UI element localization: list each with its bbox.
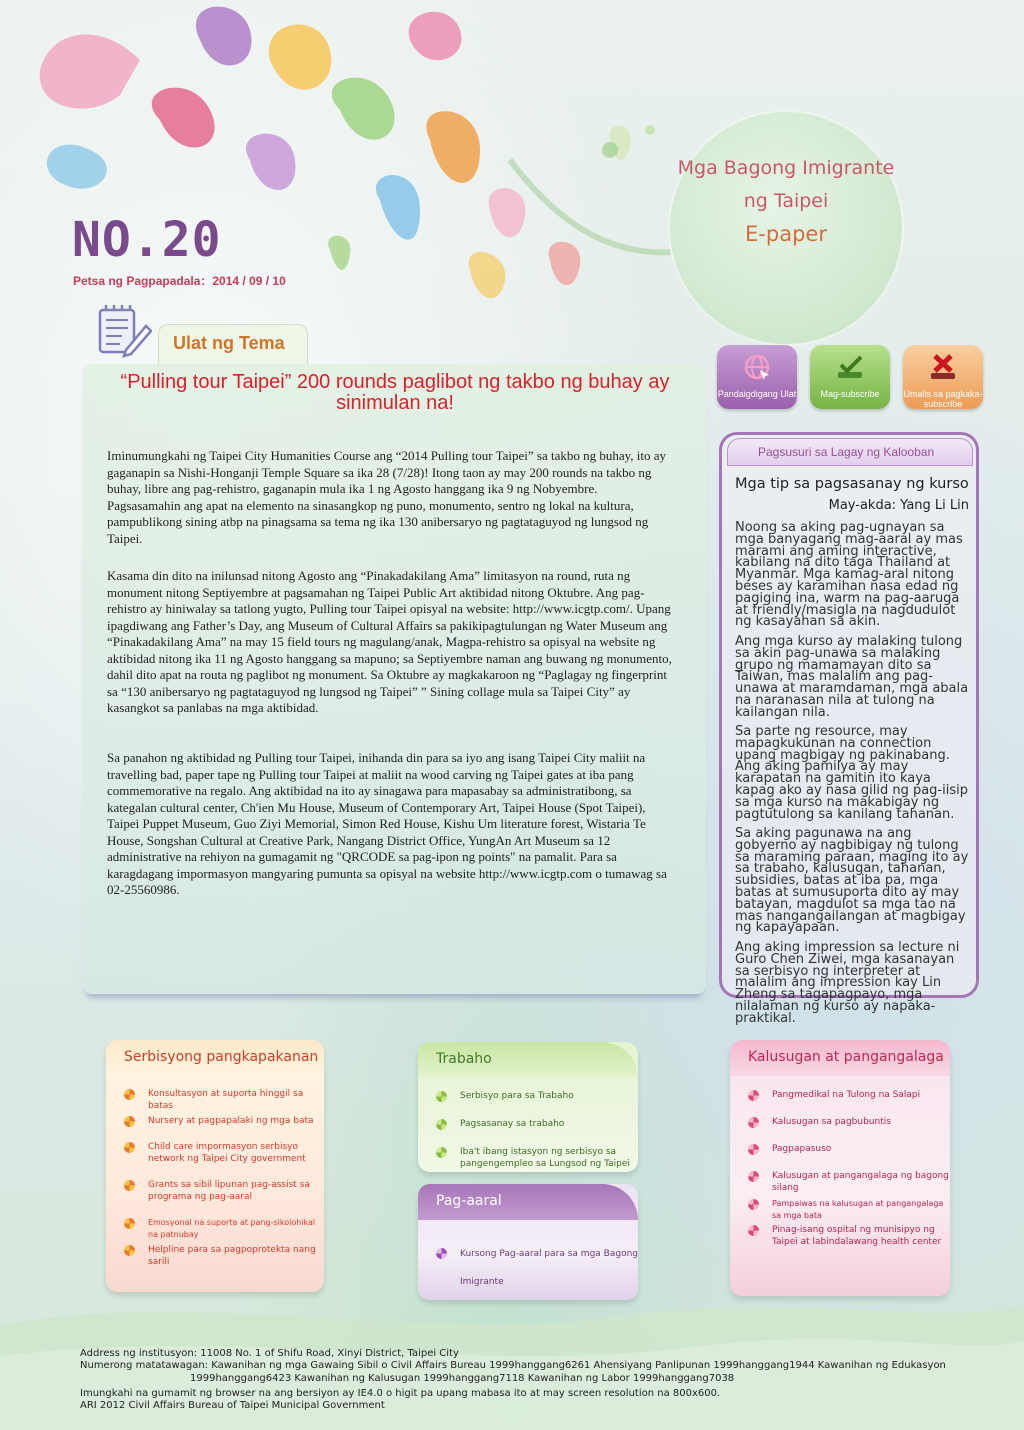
bullet-icon xyxy=(124,1142,135,1153)
tab-pagsusuri[interactable]: Pagsusuri sa Lagay ng Kalooban xyxy=(727,438,973,466)
unsubscribe-label: Umalis sa pagkaka-subscribe xyxy=(903,389,983,409)
bullet-icon xyxy=(748,1090,759,1101)
unsubscribe-button[interactable] xyxy=(903,345,983,409)
list-item[interactable]: Kursong Pag-aaral para sa mga Bagong Imigrante xyxy=(436,1240,638,1296)
health-care-title: Kalusugan at pangangalaga xyxy=(730,1040,950,1076)
list-item[interactable]: Pagsasanay sa trabaho xyxy=(436,1118,564,1130)
epaper-title-line3: E-paper xyxy=(745,222,827,246)
bullet-icon xyxy=(436,1091,447,1102)
list-item[interactable]: Emosyonal na suporta at pang-sikolohikal na patnubay xyxy=(124,1217,324,1241)
bullet-icon xyxy=(748,1117,759,1128)
epaper-title-line2: ng Taipei xyxy=(743,190,829,212)
sidebar-paragraph-2: Ang mga kurso ay malaking tulong sa akin pag-unawa sa malaking grupo ng mamamayan dito sa Taiwan, mas malalim ang pag-unawa at maramdaman, mga abala na naranasan nila at tulong na kailangan nila. xyxy=(735,634,969,720)
list-item[interactable]: Nursery at pagpapalaki ng mga bata xyxy=(124,1115,314,1127)
list-item[interactable]: Pinag-isang ospital ng munisipyo ng Taipei at labindalawang health center xyxy=(748,1224,950,1248)
publication-date: Petsa ng Pagpapadala：2014 / 09 / 10 xyxy=(73,274,286,288)
sidebar-article-title: Mga tip sa pagsasanay ng kurso xyxy=(735,476,969,492)
bullet-icon xyxy=(436,1147,447,1158)
tab-ulat-ng-tema[interactable]: Ulat ng Tema xyxy=(158,324,308,366)
decorative-splash-graphic xyxy=(10,0,690,340)
subscribe-button[interactable] xyxy=(810,345,890,409)
list-item[interactable]: Kalusugan sa pagbubuntis xyxy=(748,1116,891,1128)
welfare-services-title: Serbisyong pangkapakanan xyxy=(106,1040,324,1076)
education-title: Pag-aaral xyxy=(418,1184,638,1220)
notepad-pencil-icon xyxy=(96,302,152,358)
welfare-services-box xyxy=(106,1040,324,1292)
list-item[interactable]: Grants sa sibil lipunan pag-assist sa programa ng pag-aaral xyxy=(124,1179,324,1203)
article-paragraph-1: Iminumungkahi ng Taipei City Humanities Course ang “2014 Pulling tour Taipei” sa takbo ng buhay, ito ay gaganapin sa Nishi-Honganji Temple Square sa ika 28 (7/28)! Itong taon ay may 200 rounds na takbo ng buhay, libre ang pag-rehistro, gaganapin mula ika 1 ng Agosto hanggang ika 9 ng Nobyembre. Pagsasamahin ang apat na elemento na sinasangkop ng puno, monumento, sentro ng lokal na kultura, pampublikong sining atbp na pinagsama sa tema ng ika 130 anibersaryo ng pagtataguyod ng lungsod ng Taipei. xyxy=(107,448,667,546)
list-item[interactable]: Pampaiwas na kalusugan at pangangalaga sa mga bata xyxy=(748,1198,950,1222)
employment-title: Trabaho xyxy=(418,1042,638,1078)
close-x-icon xyxy=(928,352,958,382)
footer-phones-line1: Numerong matatawagan: Kawanihan ng mga Gawaing Sibil o Civil Affairs Bureau 1999hanggang6261 Ahensiyang Panlipunan 1999hanggang1944 Kawanihan ng Edukasyon xyxy=(80,1360,946,1371)
article-paragraph-3: Sa panahon ng aktibidad ng Pulling tour Taipei, inihanda din para sa iyo ang isang Taipei City maliit na travelling bad, paper tape ng Pulling tour Taipei at maliit na wood carving ng Taipei gates at iba pang commemorative na regalo. Ang aktibidad na ito ay sinagawa para mapasabay sa administratibong, sa kategalan cultural center, Ch'ien Mu House, Museum of Contemporary Art, Taipei House (Spot Taipei), Taipei Puppet Museum, Guo Ziyi Memorial, Simon Red House, Kishu Um literature forest, Wistaria Te House, Songshan Cultural at Creative Park, Nangang District Office, YungAn Art Museum sa 12 administrative na rehiyon na gumagamit ng "QRCODE sa pag-ipon ng points" na pamalit. Para sa karagdagang impormasyon mangyaring pumunta sa opisyal na website http://www.icgtp.com o tumawag sa 02-25560986. xyxy=(107,750,667,897)
bullet-icon xyxy=(748,1144,759,1155)
list-item[interactable]: Helpline para sa pagpoprotekta nang sarili xyxy=(124,1244,324,1268)
bullet-icon xyxy=(124,1245,135,1256)
bullet-icon xyxy=(436,1248,447,1259)
sidebar-paragraph-1: Noong sa aking pag-ugnayan sa mga banyagang mag-aaral ay mas marami ang aming interactive, kabilang na dito taga Thailand at Myanmar. Mga kamag-aral nitong beses ay karamihan nasa edad ng pagiging ina, warm na pag-aaruga at friendly/masigla na nagdudulot ng kasayahan sa akin. xyxy=(735,520,963,630)
international-report-button[interactable] xyxy=(717,345,797,409)
bullet-icon xyxy=(124,1116,135,1127)
sidebar-paragraph-5: Ang aking impression sa lecture ni Guro Chen Ziwei, mga kasanayan sa serbisyo ng interpreter at malalim ang impression kay Lin Zheng sa tagapagpayo, mga nilalaman ng kurso ay napaka-praktikal. xyxy=(735,940,960,1026)
list-item[interactable]: Kalusugan at pangangalaga ng bagong silang xyxy=(748,1170,950,1194)
list-item[interactable]: Child care impormasyon serbisyo network ng Taipei City government xyxy=(124,1141,324,1165)
bullet-icon xyxy=(124,1089,135,1100)
bullet-icon xyxy=(748,1199,759,1210)
bullet-icon xyxy=(124,1218,135,1229)
international-report-label: Pandaigdigang Ulat xyxy=(717,389,797,399)
sidebar-author: May-akda: Yang Li Lin xyxy=(828,498,969,513)
bullet-icon xyxy=(748,1171,759,1182)
education-box xyxy=(418,1184,638,1300)
checkmark-icon xyxy=(835,352,865,382)
list-item[interactable]: Konsultasyon at suporta hinggil sa batas xyxy=(124,1088,324,1112)
footer-address: Address ng institusyon: 11008 No. 1 of Shifu Road, Xinyi District, Taipei City xyxy=(80,1348,459,1359)
bullet-icon xyxy=(436,1119,447,1130)
footer-phones-line2: 1999hanggang6423 Kawanihan ng Kalusugan 1999hanggang7118 Kawanihan ng Labor 1999hanggang7038 xyxy=(190,1373,735,1384)
article-headline: “Pulling tour Taipei” 200 rounds paglibot ng takbo ng buhay ay sinimulan na! xyxy=(120,371,670,414)
list-item[interactable]: Iba't ibang istasyon ng serbisyo sa pangengempleo sa Lungsod ng Taipei xyxy=(436,1146,638,1170)
sidebar-paragraph-3: Sa parte ng resource, may mapagkukunan na connection upang magbigay ng pakinabang. Ang aking pamilya ay may karapatan na gamitin ito kaya kapag ako ay nasa gilid ng pag-iisip sa mga kurso na makabigay ng pagtutulong sa kanilang tahanan. xyxy=(735,724,968,822)
footer-copyright: ARI 2012 Civil Affairs Bureau of Taipei Municipal Government xyxy=(80,1400,385,1411)
subscribe-label: Mag-subscribe xyxy=(820,389,880,399)
employment-box xyxy=(418,1042,638,1172)
bullet-icon xyxy=(748,1225,759,1236)
globe-cursor-icon xyxy=(742,352,772,382)
list-item[interactable]: Serbisyo para sa Trabaho xyxy=(436,1090,574,1102)
sidebar-paragraph-4: Sa aking pagunawa na ang gobyerno ay nagbibigay ng tulong sa maraming paraan, maging ito ay sa trabaho, kalusugan, tahanan, subsidies, batas at iba pa, mga batas at sumusuporta dito ay may batayan, magdulot sa mga tao na mas nangangailangan at magbigay ng kapayapaan. xyxy=(735,826,969,936)
list-item[interactable]: Pangmedikal na Tulong na Salapi xyxy=(748,1089,920,1101)
list-item[interactable]: Pagpapasuso xyxy=(748,1143,831,1155)
footer-browser-note: Imungkahi na gumamit ng browser na ang bersiyon ay IE4.0 o higit pa upang mabasa ito at may screen resolution na 800x600. xyxy=(80,1388,721,1399)
bullet-icon xyxy=(124,1180,135,1191)
article-paragraph-2: Kasama din dito na inilunsad nitong Agosto ang “Pinakadakilang Ama” limitasyon na round, ruta ng monument nitong Septiyembre at pagsamahan ng Taipei Public Art aktibidad nitong Oktubre. Ang pag-rehistro ay hiniwalay sa tatlong yugto, Pulling tour Taipei opisyal na website: http://www.icgtp.com/. Upang ipagdiwang ang Father’s Day, ang Museum of Cultural Affairs sa pakikipagtulungan ng Water Museum ang “Pinakadakilang Ama” na may 15 field tours ng magulang/anak, Magpa-rehistro sa opisyal na website ng aktibidad nitong ika 11 ng Agosto hanggang sa mapuno; sa Septiyembre naman ang buwang ng monumento, dahil dito apat na routa ng paglibot ng monument. Sa Oktubre ay magkakaroon ng “Paglagay ng fingerprint sa “130 anibersaryo ng pagtataguyod ng lungsod ng Taipei” ” Sining collage mula sa Taipei City” ay kasangkot sa panlabas na mga aktibidad. xyxy=(107,568,672,715)
health-care-box xyxy=(730,1040,950,1296)
issue-number: NO.20 xyxy=(72,212,222,268)
epaper-title-line1: Mga Bagong Imigrante xyxy=(677,157,895,179)
